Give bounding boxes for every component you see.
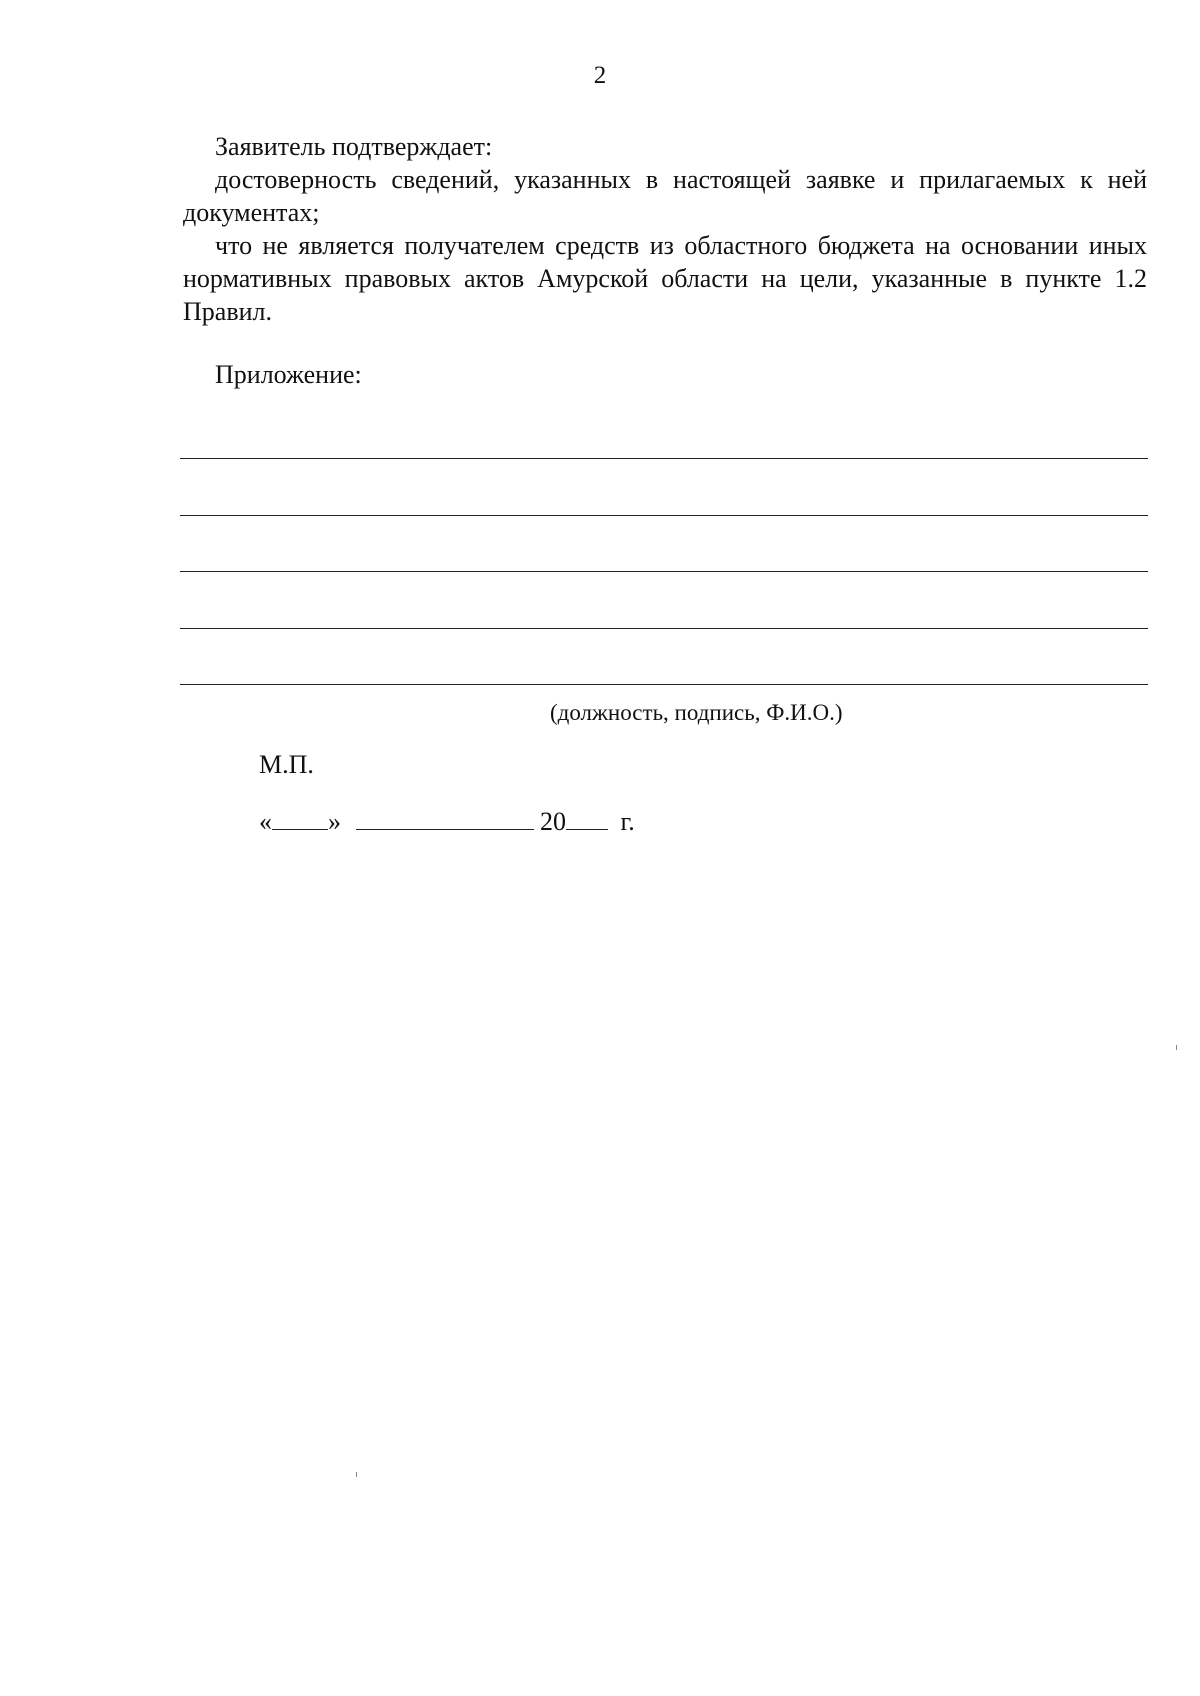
confirmation-heading: Заявитель подтверждает: [215,132,493,161]
confirmation-section [183,130,1147,328]
confirmation-item-1: достоверность сведений, указанных в настоящей заявке и прилагаемых к ней документах; [183,165,1147,227]
date-open-quote: « [259,807,272,836]
date-row [259,805,635,837]
attachment-label: Приложение: [215,360,362,389]
confirmation-item-2: что не является получателем средств из областного бюджета на основании иных нормативных правовых актов Амурской области на цели, указанные в пункте 1.2 Правил. [183,231,1147,326]
stamp-label: М.П. [259,750,314,779]
attachment-line-2[interactable] [180,515,1148,516]
year-blank[interactable] [566,805,608,830]
year-suffix: г. [620,807,635,836]
attachment-line-1[interactable] [180,458,1148,459]
year-prefix: 20 [540,807,566,836]
signature-caption: (должность, подпись, Ф.И.О.) [550,700,843,725]
attachment-line-3[interactable] [180,571,1148,572]
month-blank[interactable] [356,805,534,830]
day-blank[interactable] [272,805,328,830]
scan-artifact [356,1472,357,1477]
page-number: 2 [593,62,607,89]
attachment-line-4[interactable] [180,628,1148,629]
date-close-quote: » [328,807,341,836]
scan-artifact [1176,1045,1177,1050]
signature-line[interactable] [180,684,1148,685]
